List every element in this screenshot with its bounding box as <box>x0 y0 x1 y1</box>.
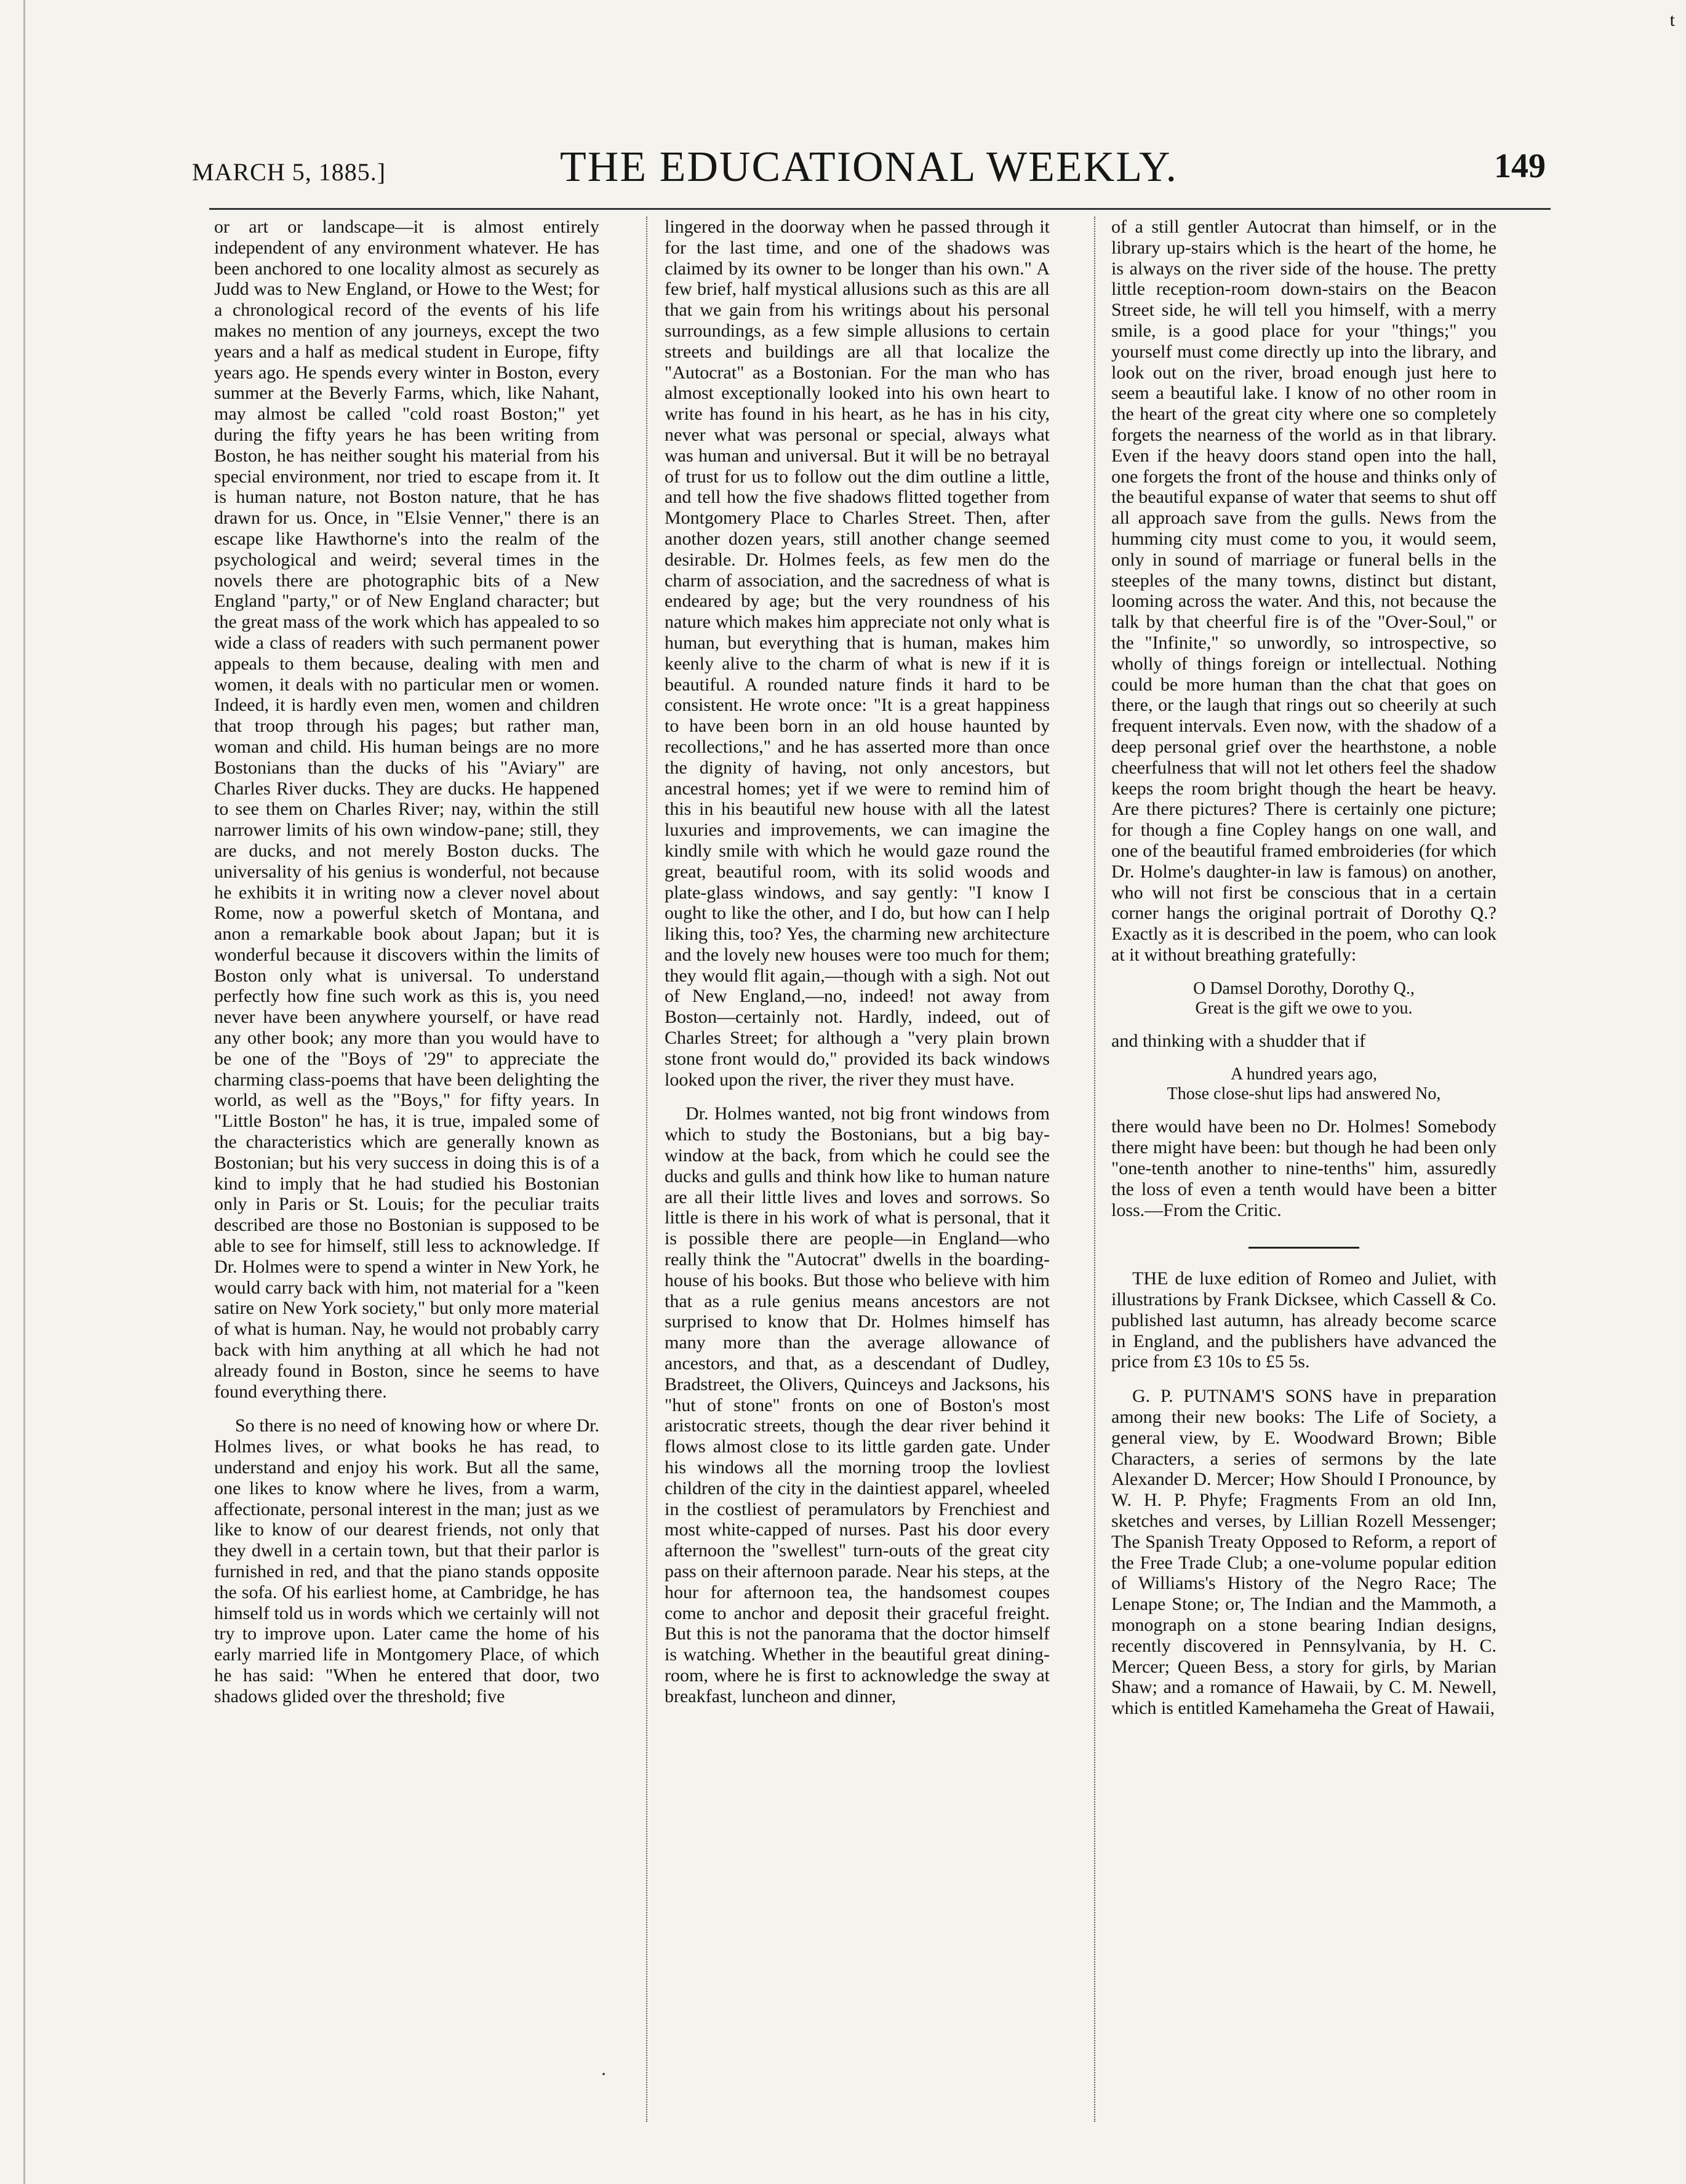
page-header <box>192 138 1546 206</box>
poem-line: O Damsel Dorothy, Dorothy Q., <box>1193 978 1415 998</box>
header-rule <box>209 208 1551 210</box>
page-edge-shadow <box>23 0 29 2184</box>
page-speck: · <box>601 2064 607 2084</box>
article-paragraph: or art or landscape—it is almost entirely independent of any environment whatever. He has been anchored to one locality almost as securely as Judd was to New England, or Howe to the West; for a chronological record of the events of his life makes no mention of any journeys, except the two years and a half as medical student in Europe, fifty years ago. He spends every winter in Boston, every summer at the Beverly Farms, which, like Nahant, may almost be called "cold roast Boston;" yet during the fifty years he has been writing from Boston, he has neither sought his material from his special environment, nor tried to escape from it. It is human nature, not Boston nature, that he has drawn for us. Once, in "Elsie Venner," there is an escape like Hawthorne's into the realm of the psychological and weird; several times in the novels there are photographic bits of a New England "party," or of New England character; but the great mass of the work which has appealed to so wide a class of readers with such permanent power appeals to them because, dealing with men and women, it deals with no particular men or women. Indeed, it is hardly even men, women and children that troop through his pages; but rather man, woman and child. His human beings are no more Bostonians than the ducks of his "Aviary" are Charles River ducks. They are ducks. He happened to see them on Charles River; nay, within the still narrower limits of his own window-pane; still, they are ducks, and not merely Boston ducks. The universality of his genius is wonderful, not because he exhibits it in writing now a clever novel about Rome, now a powerful sketch of Montana, and anon a remarkable book about Japan; but it is wonderful because it discovers within the limits of Boston only what is universal. To understand perfectly how fine such work as this is, you need never have been anywhere yourself, or have read any other book; any more than you would have to be one of the "Boys of '29" to appreciate the charming class-poems that have been delighting the world, as well as the "Boys," for fifty years. In "Little Boston" he has, it is true, impaled some of the characteristics which are generally known as Bostonian; but his very success in doing this is of a kind to imply that he had studied his Bostonian only in Paris or St. Louis; for the peculiar traits described are those no Bostonian is supposed to be able to see for himself, still less to acknowledge. If Dr. Holmes were to spend a winter in New York, he would carry back with him, not material for a "keen satire on New York society," but only more material of what is human. Nay, he would not probably carry back with him anything at all which he had not already found in Boston, since he seems to have found everything there. <box>214 217 599 1402</box>
article-paragraph: lingered in the doorway when he passed through it for the last time, and one of the shadows was claimed by its owner to be longer than his own." A few brief, half mystical allusions such as this are all that we gain from his writings about his personal surroundings, as a few simple allusions to certain streets and buildings are all that localize the "Autocrat" as a Bostonian. For the man who has almost exceptionally looked into his own heart to write has found in his heart, as he has in his city, never what was personal or special, always what was human and universal. But it will be no betrayal of trust for us to follow out the dim outline a little, and tell how the five shadows flitted together from Montgomery Place to Charles Street. Then, after another dozen years, still another change seemed desirable. Dr. Holmes feels, as few men do the charm of association, and the sacredness of what is endeared by age; but the very roundness of his nature which makes him appreciate not only what is human, but everything that is human, makes him keenly alive to the charm of what is new if it is beautiful. A rounded nature finds it hard to be consistent. He wrote once: "It is a great happiness to have been born in an old house haunted by recollections," and he has asserted more than once the dignity of having, not only ancestors, but ancestral homes; yet if we were to remind him of this in his beautiful new house with all the latest luxuries and improvements, we can imagine the kindly smile with which he would gaze round the great, beautiful room, with its solid woods and plate-glass windows, and say gently: "I know I ought to like the other, and I do, but how can I help liking this, too? Yes, the charming new architecture and the lovely new houses were too much for them; they would flit again,—though with a sigh. Not out of New England,—no, indeed! not away from Boston—certainly not. Hardly, indeed, out of Charles Street; for although a "very plain brown stone front would do," provided its back windows looked upon the river, the river they must have. <box>665 217 1050 1090</box>
column-divider <box>1094 217 1095 2122</box>
section-ornament <box>1111 1233 1496 1254</box>
issue-date: MARCH 5, 1885.] <box>192 158 386 186</box>
column-2 <box>665 217 1050 1707</box>
poem-line: Those close-shut lips had answered No, <box>1167 1084 1441 1104</box>
article-paragraph: there would have been no Dr. Holmes! Somebody there might have been: but though he had been only "one-tenth another to nine-tenths" him, assuredly the loss of even a tenth would have been a bitter loss.—From the Critic. <box>1111 1116 1496 1220</box>
news-item: THE de luxe edition of Romeo and Juliet, with illustrations by Frank Dicksee, which Cassell & Co. published last autumn, has already become scarce in England, and the publishers have advanced the price from £3 10s to £5 5s. <box>1111 1268 1496 1372</box>
corner-mark: t <box>1669 10 1675 30</box>
column-divider <box>646 217 647 2122</box>
page-number: 149 <box>1494 147 1546 185</box>
article-paragraph: Dr. Holmes wanted, not big front windows from which to study the Bostonians, but a big bay-window at the back, from which he could see the ducks and gulls and think how like to human nature are all their little lives and loves and sorrows. So little is there in his work of what is personal, that it is possible there are people—in England—who really think the "Autocrat" dwells in the boarding-house of his books. But those who believe with him that as a rule genius means ancestors are not surprised to know that Dr. Holmes himself has many more than the average allowance of ancestors, and that, as a descendant of Dudley, Bradstreet, the Olivers, Quinceys and Jacksons, his "hut of stone" fronts on one of Boston's most aristocratic streets, though the dear river behind it flows almost close to its little garden gate. Under his windows all the morning troop the lovliest children of the city in the daintiest apparel, wheeled in the costliest of peramulators by Frenchiest and most white-capped of nurses. Past his door every afternoon the "swellest" turn-outs of the great city pass on their afternoon parade. Near his steps, at the hour for afternoon tea, the handsomest coupes come to anchor and deposit their graceful freight. But this is not the panorama that the doctor himself is watching. Whether in the beautiful great dining-room, where he is first to acknowledge the sway at breakfast, luncheon and dinner, <box>665 1103 1050 1706</box>
poem-quote <box>1111 979 1496 1018</box>
poem-line: Great is the gift we owe to you. <box>1195 998 1413 1018</box>
publication-title: THE EDUCATIONAL WEEKLY. <box>560 143 1178 191</box>
article-paragraph: and thinking with a shudder that if <box>1111 1030 1366 1051</box>
column-3 <box>1111 217 1496 1719</box>
article-paragraph: So there is no need of knowing how or where Dr. Holmes lives, or what books he has read, to understand and enjoy his work. But all the same, one likes to know where he lives, from a warm, affectionate, personal interest in the man; just as we like to know of our dearest friends, not only that they dwell in a certain town, but that their parlor is furnished in red, and that the piano stands opposite the sofa. Of his earliest home, at Cambridge, he has himself told us in words which we certainly will not try to improve upon. Later came the home of his early married life in Montgomery Place, of which he has said: "When he entered that door, two shadows glided over the threshold; five <box>214 1415 599 1706</box>
poem-line: A hundred years ago, <box>1231 1065 1377 1084</box>
column-1 <box>214 217 599 1707</box>
article-paragraph: of a still gentler Autocrat than himself, or in the library up-stairs which is the heart of the home, he is always on the river side of the house. The pretty little reception-room down-stairs on the Beacon Street side, he will tell you himself, with a merry smile, is a good place for your "things;" you yourself must come directly up into the library, and look out on the river, broad enough just here to seem a beautiful lake. I know of no other room in the heart of the great city where one so completely forgets the nearness of the world as in that library. Even if the heavy doors stand open into the hall, one forgets the front of the house and thinks only of the beautiful expanse of water that seems to shut off all approach save from the gulls. News from the humming city must come to you, it would seem, only in sound of marriage or funeral bells in the steeples of the many towns, distinct but distant, looming across the water. And this, not because the talk by that cheerful fire is of the "Over-Soul," or the "Infinite," so unwordly, so introspective, so wholly of things foreign or intellectual. Nothing could be more human than the chat that goes on there, or the laugh that rings out so cheerily at such frequent intervals. Even now, with the shadow of a deep personal grief over the hearthstone, a noble cheerfulness that will not let others feel the shadow keeps the room bright though the heart be heavy. Are there pictures? There is certainly one picture; for though a fine Copley hangs on one wall, and one of the beautiful framed embroideries (for which Dr. Holme's daughter-in law is famous) on another, who will not first be conscious that in a certain corner hangs the original portrait of Dorothy Q.? Exactly as it is described in the poem, who can look at it without breathing gratefully: <box>1111 217 1496 965</box>
poem-quote <box>1111 1065 1496 1104</box>
news-item: G. P. PUTNAM'S SONS have in preparation among their new books: The Life of Society, a general view, by E. Woodward Brown; Bible Characters, a series of sermons by the late Alexander D. Mercer; How Should I Pronounce, by W. H. P. Phyfe; Fragments From an old Inn, sketches and verses, by Lillian Rozell Messenger; The Spanish Treaty Opposed to Reform, a report of the Free Trade Club; a one-volume popular edition of Williams's History of the Negro Race; The Lenape Stone; or, The Indian and the Mammoth, a monograph on a stone bearing Indian designs, recently discovered in Pennsylvania, by H. C. Mercer; Queen Bess, a story for girls, by Marian Shaw; and a romance of Hawaii, by C. M. Newell, which is entitled Kamehameha the Great of Hawaii, <box>1111 1386 1496 1719</box>
